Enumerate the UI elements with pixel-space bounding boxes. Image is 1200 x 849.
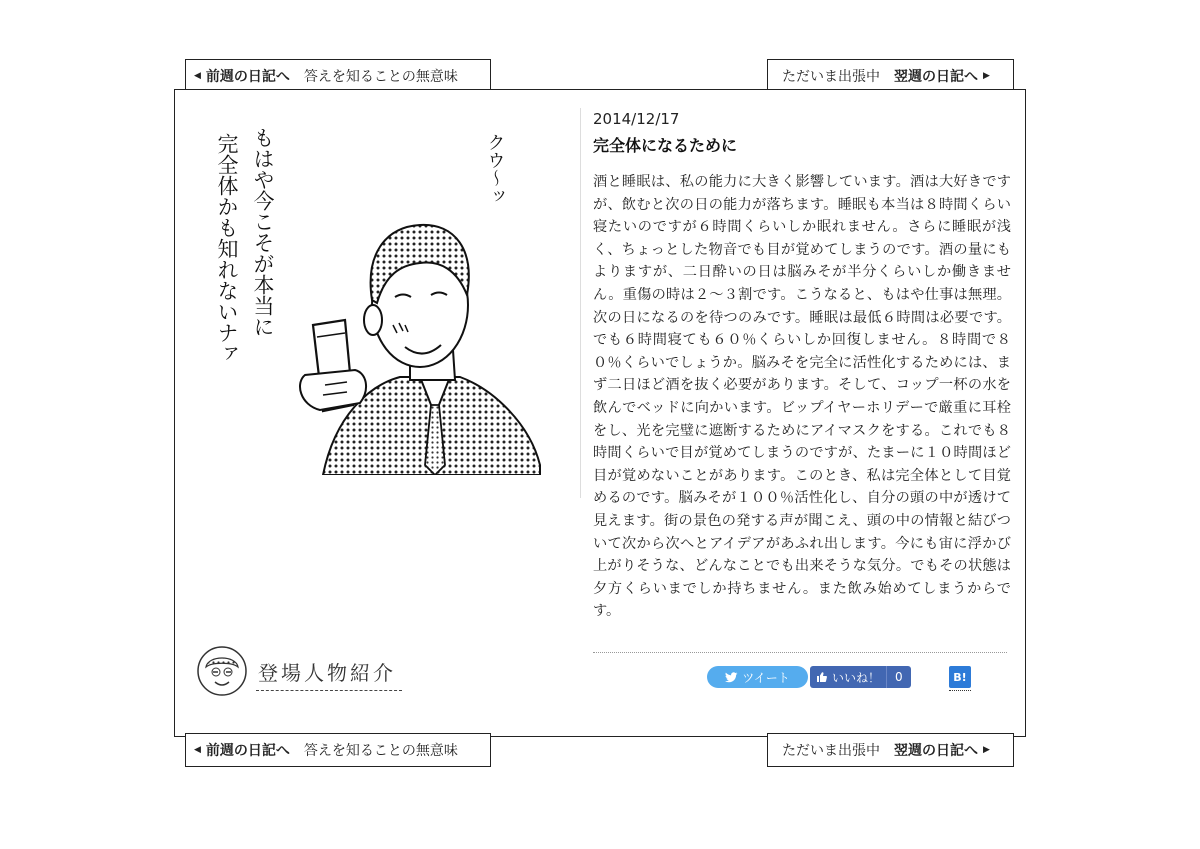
illustration-sound-text: クウ〜ッ bbox=[484, 133, 506, 205]
hatena-underline bbox=[949, 690, 971, 691]
twitter-bird-icon bbox=[725, 672, 738, 683]
next-week-status: ただいま出張中 bbox=[782, 69, 880, 85]
diary-illustration bbox=[195, 115, 555, 475]
column-divider bbox=[580, 108, 581, 498]
right-arrow-icon: ▶ bbox=[983, 71, 990, 81]
entry-body: 酒と睡眠は、私の能力に大きく影響しています。酒は大好きですが、飲むと次の日の能力が落ちます。睡眠も本当は８時間くらい寝たいのですが６時間くらいしか眠れません。さらに睡眠が浅く、ちょっとした物音でも目が覚めてしまうのです。酒の量にもよりますが、二日酔いの日は脳みそが半分くらいしか働きません。重傷の時は２〜３割です。こうなると、もはや仕事は無理。次の日になるのを待つのみです。睡眠は最低６時間は必要です。でも６時間寝ても６０％くらいしか回復しません。８時間で８０％くらいでしょうか。脳みそを完全に活性化するためには、まず二日ほど酒を抜く必要があります。そして、コップ一杯の水を飲んでベッドに向かいます。ビップイヤーホリデーで厳重に耳栓をし、光を完璧に遮断するためにアイマスクをする。これでも８時間くらいで目が覚めてしまうのですが、たまーに１０時間ほど目が覚めないことがあります。このとき、私は完全体として目覚めるのです。脳みそが１００％活性化し、自分の頭の中が透けて見えます。街の景色の発する声が聞こえ、頭の中の情報と結びついて次から次へとアイデアがあふれ出します。今にも宙に浮かび上がりそうな、どんなことでも出来そうな気分。でもその状態は夕方くらいまでしか持ちません。また飲み始めてしまうからです。 bbox=[593, 174, 1011, 620]
left-arrow-icon: ◀ bbox=[194, 71, 201, 81]
like-label: いいね！ bbox=[832, 670, 881, 685]
illustration-text-col1: もはや今こそが本当に bbox=[251, 127, 275, 337]
tweet-label: ツイート bbox=[742, 670, 790, 685]
like-button[interactable] bbox=[810, 666, 914, 688]
next-week-link[interactable]: 翌週の日記へ bbox=[894, 69, 978, 85]
left-arrow-icon: ◀ bbox=[194, 745, 201, 755]
characters-label: 登場人物紹介 bbox=[258, 661, 396, 685]
hatena-bookmark-button[interactable]: B! bbox=[949, 666, 971, 688]
thumbs-up-icon bbox=[816, 671, 828, 683]
like-count: 0 bbox=[886, 666, 911, 688]
right-arrow-icon: ▶ bbox=[983, 745, 990, 755]
entry-date: 2014/12/17 bbox=[593, 110, 680, 128]
prev-week-link[interactable]: 前週の日記へ bbox=[205, 69, 290, 85]
social-divider bbox=[593, 652, 1007, 653]
illustration-text-col2: 完全体かも知れないナァ bbox=[215, 133, 239, 364]
prev-week-title-link[interactable]: 答えを知ることの無意味 bbox=[303, 743, 458, 759]
next-week-status: ただいま出張中 bbox=[782, 743, 880, 759]
characters-link[interactable] bbox=[196, 645, 406, 695]
entry-title: 完全体になるために bbox=[593, 136, 738, 155]
next-week-link[interactable]: 翌週の日記へ bbox=[894, 743, 978, 759]
character-face-icon bbox=[196, 645, 248, 697]
characters-underline bbox=[256, 690, 402, 691]
prev-week-link[interactable]: 前週の日記へ bbox=[205, 743, 290, 759]
next-week-nav-bottom bbox=[767, 733, 1014, 767]
prev-week-nav-bottom bbox=[185, 733, 491, 767]
prev-week-title-link[interactable]: 答えを知ることの無意味 bbox=[303, 69, 458, 85]
prev-week-nav-top bbox=[185, 59, 491, 93]
next-week-nav-top bbox=[767, 59, 1014, 93]
tweet-button[interactable] bbox=[707, 666, 808, 688]
